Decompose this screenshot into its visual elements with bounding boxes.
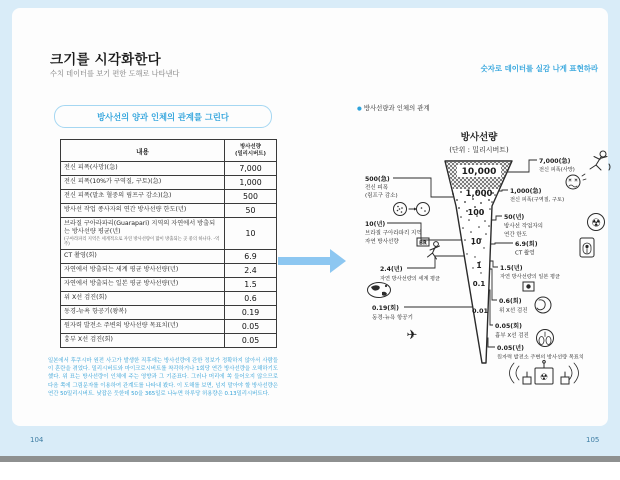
- callout-0-05-plant-line1: 원자력 발전소 주변의 방사선량 목표치: [497, 354, 584, 361]
- table-row: [61, 305, 277, 319]
- callout-50-line2: 연간 한도: [504, 232, 528, 238]
- row-value: 1.5: [225, 277, 277, 291]
- callout-500-value: 500(急): [365, 176, 390, 183]
- table-row: [61, 204, 277, 218]
- page-number-right: 105: [586, 436, 600, 444]
- callout-0-19-line1: 동경-뉴욕 항공기: [372, 315, 413, 321]
- row-value: 0.05: [225, 319, 277, 333]
- table-header-row: [61, 140, 277, 162]
- callout-1000-value: 1,000(急): [510, 188, 542, 195]
- row-value: 0.19: [225, 305, 277, 319]
- row-value: 10: [225, 218, 277, 250]
- row-value: 6.9: [225, 249, 277, 263]
- table-row: [61, 277, 277, 291]
- table-row: [61, 263, 277, 277]
- callout-0-6-value: 0.6(회): [499, 298, 522, 305]
- diagram-title: 방사선량: [460, 132, 498, 143]
- row-content: 방사선 작업 종사자의 연간 방사선량 한도(년): [64, 206, 187, 214]
- row-content: 전신 피폭(10%가 구역질, 구토)(急): [64, 178, 162, 186]
- section-heading-box: [54, 105, 272, 128]
- figure-caption: [357, 103, 430, 112]
- row-value: 0.05: [225, 333, 277, 347]
- chapter-slogan: 숫자로 데이터를 실감 나게 표현하라: [480, 64, 598, 73]
- row-value: 500: [225, 190, 277, 204]
- right-callouts: [495, 157, 584, 361]
- diagram-unit-label: (단위 : 밀리시버트): [449, 146, 509, 154]
- callout-1-5-line1: 자연 방사선량의 일본 평균: [500, 274, 561, 280]
- svg-text:✈: ✈: [406, 328, 418, 343]
- row-content: 브라질 구아라파리(Guarapari) 지역의 자연에서 방출되는 방사선량 평균(년): [64, 220, 216, 235]
- nausea-face-icon: [566, 174, 586, 189]
- page-subtitle: 수치 데이터를 보기 편한 도해로 나타낸다: [50, 69, 180, 78]
- callout-10-value: 10(년): [365, 221, 386, 228]
- svg-text:☢: ☢: [591, 216, 601, 230]
- row-content: 전신 피폭(말초 혈중의 림프구 감소)(急): [64, 192, 172, 200]
- table-row: [61, 218, 277, 250]
- radiation-trefoil-icon: [588, 214, 605, 231]
- callout-6-9-value: 6.9(회): [515, 241, 538, 248]
- callout-500-line1: 전신 피폭: [365, 185, 389, 191]
- row-content: 전신 피폭(사망)(急): [64, 164, 118, 172]
- table-header-content: 내용: [61, 140, 225, 162]
- japan-flag-icon: [523, 282, 534, 291]
- table-row: [61, 176, 277, 190]
- scale-0-1: 0.1: [472, 280, 486, 288]
- row-note: (구아라파리 지역은 세계적으로 자연 방사선량이 많이 방출되는 곳 중의 하나다. -역주): [64, 236, 220, 247]
- callout-10-line1: 브라질 구아라파리 지역: [365, 230, 422, 237]
- table-row: [61, 249, 277, 263]
- arrow-right-icon: [276, 246, 348, 276]
- lymphocyte-circles-icon: [394, 203, 430, 216]
- callout-7000-value: 7,000(急): [539, 158, 571, 165]
- callout-10-line2: 자연 방사선량: [365, 239, 399, 245]
- row-content: 흉부 X선 검진(회): [64, 335, 113, 343]
- chest-xray-icon: [537, 330, 554, 347]
- scale-10000: 10,000: [461, 167, 497, 177]
- scale-0-01: 0.01: [471, 307, 489, 315]
- brazil-flag-label: BR: [419, 240, 427, 247]
- callout-1-5-value: 1.5(년): [500, 265, 523, 272]
- callout-0-19-value: 0.19(회): [372, 305, 399, 312]
- scale-10: 10: [470, 237, 482, 246]
- world-map-icon: [368, 283, 391, 298]
- table-row: [61, 291, 277, 305]
- row-content: 자연에서 방출되는 일본 평균 방사선량(년): [64, 279, 179, 287]
- brazil-flag-icon: [417, 238, 429, 246]
- row-content: 자연에서 방출되는 세계 평균 방사선량(년): [64, 265, 179, 273]
- row-value: 0.6: [225, 291, 277, 305]
- radiation-funnel-diagram: [353, 116, 620, 418]
- row-value: 2.4: [225, 263, 277, 277]
- bottom-whitespace: [0, 462, 620, 480]
- callout-2-4-value: 2.4(년): [380, 266, 403, 273]
- page-number-left: 104: [30, 436, 44, 444]
- table-header-value-line2: (밀리시버트): [235, 150, 266, 157]
- table-header-value: [225, 140, 277, 162]
- row-value: 7,000: [225, 162, 277, 176]
- callout-1000-line1: 전신 피폭(구역질, 구토): [510, 197, 565, 203]
- stomach-xray-icon: [535, 297, 551, 313]
- falling-person-icon: [590, 151, 610, 170]
- table-row: [61, 190, 277, 204]
- row-value: 50: [225, 204, 277, 218]
- airplane-icon: [407, 328, 418, 343]
- nuclear-plant-icon: [510, 361, 579, 385]
- callout-6-9-line1: CT 촬영: [515, 250, 535, 257]
- row-value: 1,000: [225, 176, 277, 190]
- figure-caption-label: 방사선량과 인체의 관계: [363, 104, 430, 112]
- table-row: [61, 319, 277, 333]
- table-row: [61, 162, 277, 176]
- row-content: 원자력 발전소 주변의 방사선량 목표치(년): [64, 321, 179, 329]
- svg-text:☢: ☢: [539, 373, 549, 383]
- callout-500-line2: (림프구 감소): [365, 193, 398, 199]
- body-paragraph: 일본에서 후쿠시마 원전 사고가 발생한 직후에는 방사선량에 관한 정보가 정확하지 않아서 사람들이 혼란을 겪었다. 밀리시버트와 마이크로시버트를 착각하거나 1회당 연간 방사선량을 오해하기도 했다. 위 표는 방사선량이 인체에 주는 영향과 그 기준표다. 그러나 머리에 쏙 들어오지 않으므로 다음 쪽에 그림문자를 이용하여 관계도를 나타내 봤다. 이 도해를 보면, 넘지 말아야 할 방사선량은 연간 50밀리시버트. 낮잡은 듯한데 50을 365일로 나누면 하루당 허용량은 0.13밀리시버트다.: [48, 358, 278, 397]
- scale-1: 1: [476, 261, 482, 270]
- ct-scanner-icon: [580, 238, 594, 257]
- callout-0-05-chest-line1: 흉부 X선 검진: [495, 333, 529, 339]
- callout-0-6-line1: 위 X선 검진: [499, 308, 528, 314]
- table-header-value-line1: 방사선량: [240, 143, 261, 150]
- row-content: 위 X선 검진(회): [64, 293, 107, 301]
- callout-50-line1: 방사선 작업자의: [504, 223, 543, 230]
- callout-0-05-chest-value: 0.05(회): [495, 323, 522, 330]
- page-title: 크기를 시각화한다: [50, 52, 161, 68]
- row-content: CT 촬영(회): [64, 251, 97, 259]
- radiation-dose-table: [60, 139, 277, 348]
- callout-0-05-plant-value: 0.05(년): [497, 345, 524, 352]
- book-spread-card: [12, 8, 608, 426]
- scale-1000: 1,000: [465, 189, 493, 199]
- scale-100: 100: [467, 208, 485, 217]
- left-callouts: [365, 175, 440, 321]
- callout-50-value: 50(년): [504, 214, 525, 221]
- row-content: 동경-뉴욕 항공기(왕복): [64, 307, 127, 315]
- section-heading-label: 방사선의 양과 인체의 관계를 그린다: [97, 111, 229, 122]
- table-row: [61, 333, 277, 347]
- callout-2-4-line1: 자연 방사선량의 세계 평균: [380, 276, 441, 282]
- callout-7000-line1: 전신 피폭(사망): [539, 167, 575, 173]
- bullet-icon: ●: [357, 106, 362, 112]
